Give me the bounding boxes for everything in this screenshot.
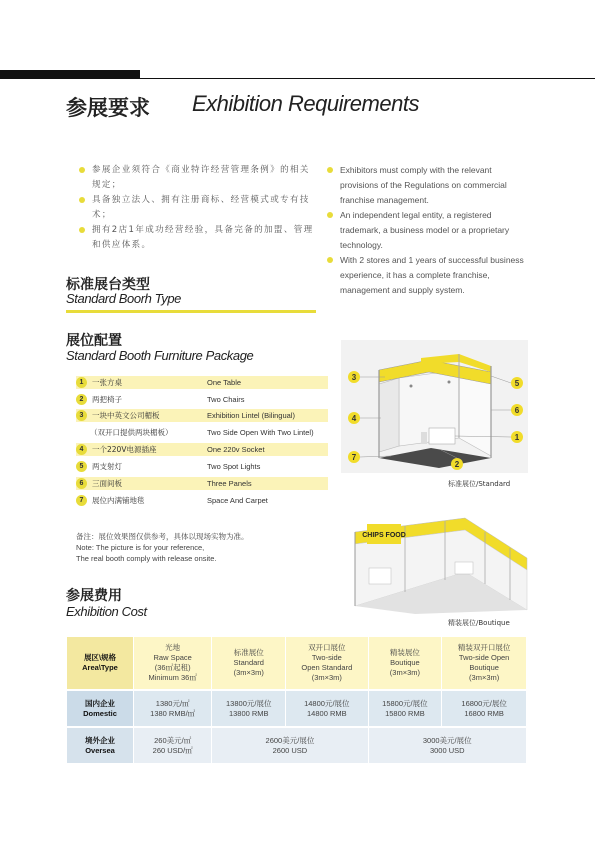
page-title-zh: 参展要求 — [66, 96, 150, 120]
furniture-item: 2 两把椅子 Two Chairs — [76, 393, 328, 406]
fascia-brand-text: CHIPS FOOD — [362, 532, 406, 539]
callout-label: 1 — [514, 433, 520, 442]
table-row-oversea — [67, 727, 526, 763]
table-cell: 16800元/展位 16800 RMB — [442, 690, 526, 727]
cost-title-en: Exhibition Cost — [66, 604, 147, 619]
page-title-en: Exhibition Requirements — [192, 91, 419, 116]
table-cell: 14800元/展位 14800 RMB — [286, 690, 368, 727]
furniture-item-sub: （双开口提供两块楣板） Two Side Open With Two Lintel) — [90, 428, 314, 437]
header-bar — [0, 70, 140, 79]
boutique-booth-image — [345, 510, 530, 615]
number-badge: 4 — [76, 444, 87, 455]
furniture-item: 4 一个220V电源插座 One 220v Socket — [76, 443, 328, 456]
table-header-cell: 标准展位 Standard (3m×3m) — [212, 637, 286, 690]
furniture-item: 1 一张方桌 One Table — [76, 376, 328, 389]
furniture-title-zh: 展位配置 — [66, 333, 122, 349]
furniture-item: 6 三面间板 Three Panels — [76, 477, 328, 490]
table-cell: 2600美元/展位 2600 USD — [212, 727, 368, 763]
table-cell: 260美元/㎡ 260 USD/㎡ — [134, 727, 212, 763]
boutique-booth-caption: 精装展位/Boutique — [448, 619, 510, 627]
table-header-cell: 精装双开口展位 Two-side Open Boutique (3m×3m) — [442, 637, 526, 690]
header-rule — [140, 78, 595, 79]
bullet-icon — [327, 212, 333, 218]
callout-label: 3 — [351, 373, 357, 382]
number-badge: 6 — [76, 478, 87, 489]
bullet-icon — [327, 257, 333, 263]
table-header-cell: 光地 Raw Space (36㎡起租) Minimum 36㎡ — [134, 637, 212, 690]
furniture-item: 5 两支射灯 Two Spot Lights — [76, 460, 328, 473]
furniture-note: 备注：展位效果图仅供参考，具体以现场实物为准。 Note: The picture is for your reference, The real booth comply with release onsite. — [76, 532, 249, 563]
requirement-item: Exhibitors must comply with the relevant provisions of the Regulations on commercial franchise management. — [327, 163, 527, 208]
furniture-item: 3 一块中英文公司楣板 Exhibition Lintel (Bilingual) — [76, 409, 328, 422]
cost-title-zh: 参展费用 — [66, 588, 122, 604]
number-badge: 3 — [76, 410, 87, 421]
row-header-cell: 国内企业 Domestic — [67, 690, 134, 727]
boutique-booth-illustration — [345, 510, 530, 615]
cost-table — [67, 637, 526, 763]
table-header-cell: 双开口展位 Two-side Open Standard (3m×3m) — [286, 637, 368, 690]
table-header-cell: 精装展位 Boutique (3m×3m) — [368, 637, 442, 690]
standard-booth-caption: 标准展位/Standard — [448, 480, 511, 488]
table-cell: 3000美元/展位 3000 USD — [368, 727, 526, 763]
callout-label: 6 — [514, 406, 520, 415]
table-header-row — [67, 637, 526, 690]
number-badge: 5 — [76, 461, 87, 472]
requirements-zh — [79, 163, 315, 253]
callout-label: 4 — [351, 414, 357, 423]
standard-booth-illustration — [341, 340, 528, 473]
requirement-item: With 2 stores and 1 years of successful business experience, it has a complete franchise, management and supply system. — [327, 253, 527, 298]
bullet-icon — [327, 167, 333, 173]
furniture-item: 7 展位内满铺地毯 Space And Carpet — [76, 494, 328, 507]
table-cell: 1380元/㎡ 1380 RMB/㎡ — [134, 690, 212, 727]
number-badge: 7 — [76, 495, 87, 506]
callout-label: 7 — [351, 453, 357, 462]
row-header-cell: 境外企业 Oversea — [67, 727, 134, 763]
booth-type-title-zh: 标准展台类型 — [66, 277, 150, 293]
number-badge: 1 — [76, 377, 87, 388]
number-badge: 2 — [76, 394, 87, 405]
requirement-item: An independent legal entity, a registered trademark, a business model or a proprietary technology. — [327, 208, 527, 253]
callout-label: 2 — [454, 460, 460, 469]
requirement-item: 参展企业须符合《商业特许经营管理条例》的相关规定； — [79, 163, 315, 193]
bullet-icon — [79, 197, 85, 203]
table-cell: 13800元/展位 13800 RMB — [212, 690, 286, 727]
requirement-item: 具备独立法人、拥有注册商标、经营模式或专有技术； — [79, 193, 315, 223]
furniture-title-en: Standard Booth Furniture Package — [66, 348, 254, 363]
booth-type-title-en: Standard Boorh Type — [66, 291, 182, 306]
requirement-item: 拥有2店1年成功经营经验，具备完备的加盟、管理和供应体系。 — [79, 223, 315, 253]
bullet-icon — [79, 227, 85, 233]
callout-label: 5 — [514, 379, 520, 388]
bullet-icon — [79, 167, 85, 173]
section-divider — [66, 310, 316, 313]
standard-booth-image — [341, 340, 528, 473]
requirements-en — [327, 163, 527, 298]
table-header-cell: 展区\规格 Area\Type — [67, 637, 134, 690]
table-cell: 15800元/展位 15800 RMB — [368, 690, 442, 727]
table-row-domestic — [67, 690, 526, 727]
